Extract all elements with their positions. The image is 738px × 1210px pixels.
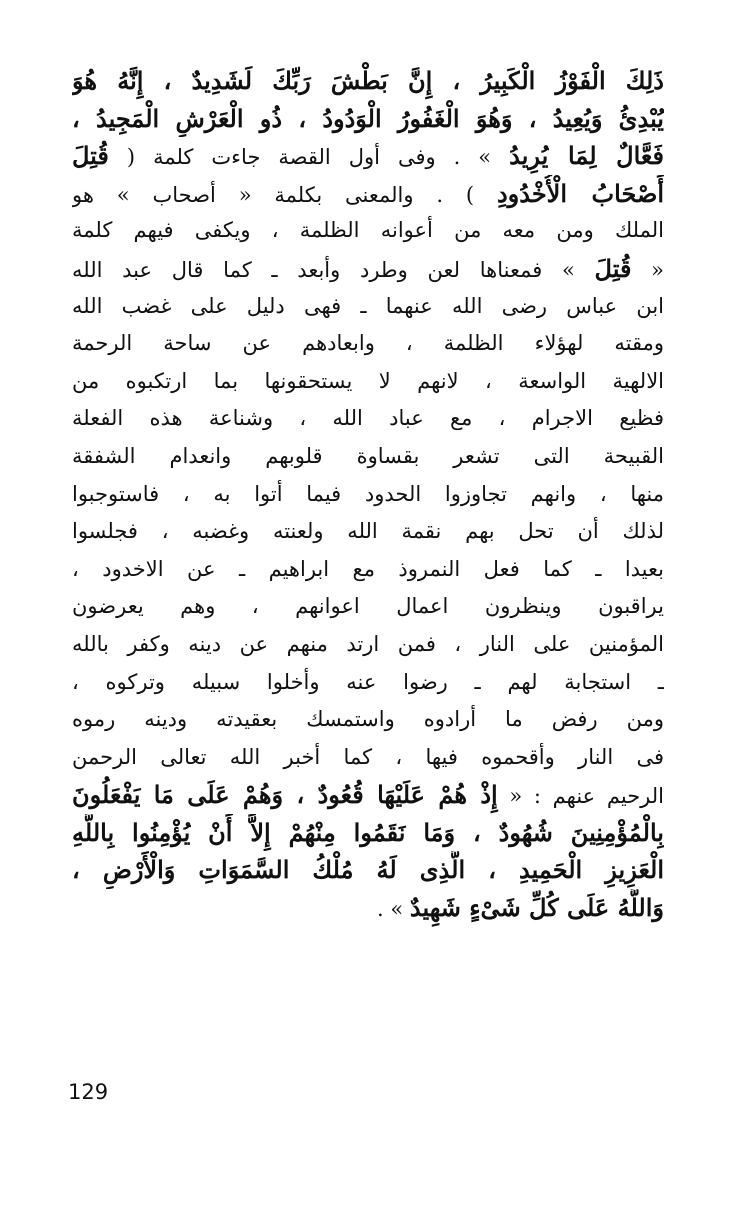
text-line xyxy=(72,400,664,438)
commentary-text: » فمعناها لعن وطرد وأبعد ـ كما قال عبد الله xyxy=(72,257,595,282)
commentary-text: لذلك أن تحل بهم نقمة الله ولعنته وغضبه ، فجلسوا xyxy=(72,519,664,544)
text-line xyxy=(72,476,664,514)
text-line xyxy=(72,776,664,814)
text-line xyxy=(72,701,664,739)
text-line xyxy=(72,889,664,927)
body-text xyxy=(72,62,664,927)
quran-verse-text: يُبْدِئُ وَيُعِيدُ ، وَهُوَ الْغَفُورُ الْوَدُودُ ، ذُو الْعَرْشِ الْمَجِيدُ ، xyxy=(72,103,664,133)
text-line xyxy=(72,363,664,401)
commentary-text: ومقته لهؤلاء الظلمة ، وابعادهم عن ساحة الرحمة xyxy=(72,331,664,356)
commentary-text: ) . والمعنى بكلمة « أصحاب » هو xyxy=(72,182,497,207)
text-line xyxy=(72,814,664,852)
commentary-text: بعيدا ـ كما فعل النمروذ مع ابراهيم ـ عن الاخدود ، xyxy=(72,556,664,581)
commentary-text: ومن رفض ما أرادوه واستمسك بعقيدته ودينه رموه xyxy=(72,707,664,732)
text-line xyxy=(72,62,664,100)
quran-verse-text: قُتِلَ xyxy=(594,253,632,283)
commentary-text: ابن عباس رضى الله عنهما ـ فهى دليل على غضب الله xyxy=(72,293,664,318)
commentary-text: » . وفى أول القصة جاءت كلمة ( xyxy=(108,145,510,170)
text-line xyxy=(72,851,664,889)
commentary-text: المؤمنين على النار ، فمن ارتد منهم عن دينه وكفر بالله xyxy=(72,631,664,656)
commentary-text: الالهية الواسعة ، لانهم لا يستحقونها بما ارتكبوه من xyxy=(72,368,664,393)
quran-verse-text: ذَلِكَ الْفَوْزُ الْكَبِيرُ ، إِنَّ بَطْشَ رَبِّكَ لَشَدِيدٌ ، إِنَّهُ هُوَ xyxy=(72,66,664,95)
text-line xyxy=(72,438,664,476)
page-number: 129 xyxy=(68,1080,109,1104)
quran-verse-text: وَاللَّهُ عَلَى كُلِّ شَىْءٍ شَهِيدٌ xyxy=(409,893,664,923)
text-line xyxy=(72,739,664,777)
quran-verse-text: إِذْ هُمْ عَلَيْهَا قُعُودٌ ، وَهُمْ عَلَى مَا يَفْعَلُونَ xyxy=(72,780,498,810)
quran-verse-text: فَعَّالٌ لِمَا يُرِيدُ xyxy=(509,141,664,171)
quran-verse-text: بِالْمُؤْمِنِينَ شُهُودٌ ، وَمَا نَقَمُوا مِنْهُمْ إِلاَّ أَنْ يُؤْمِنُوا بِاللَّهِ xyxy=(72,817,664,847)
text-line xyxy=(72,288,664,326)
text-line xyxy=(72,626,664,664)
commentary-text: « xyxy=(631,257,664,282)
commentary-text: فظيع الاجرام ، مع عباد الله ، وشناعة هذه الفعلة xyxy=(72,406,664,431)
text-line xyxy=(72,100,664,138)
commentary-text: الرحيم عنهم : « xyxy=(497,784,664,809)
commentary-text: القبيحة التى تشعر بقساوة قلوبهم وانعدام الشفقة xyxy=(72,443,664,468)
text-line xyxy=(72,175,664,213)
text-line xyxy=(72,588,664,626)
commentary-text: الملك ومن معه من أعوانه الظلمة ، ويكفى فيهم كلمة xyxy=(72,218,664,243)
quran-verse-text: الْعَزِيزِ الْحَمِيدِ ، الَّذِى لَهُ مُلْكُ السَّمَوَاتِ وَالْأَرْضِ ، xyxy=(72,855,664,885)
text-line xyxy=(72,513,664,551)
text-line xyxy=(72,212,664,250)
commentary-text: يراقبون وينظرون اعمال اعوانهم ، وهم يعرضون xyxy=(72,594,664,619)
text-line xyxy=(72,137,664,175)
text-line xyxy=(72,250,664,288)
commentary-text: ـ استجابة لهم ـ رضوا عنه وأخلوا سبيله وتركوه ، xyxy=(72,669,664,694)
quran-verse-text: قُتِلَ xyxy=(72,141,109,171)
text-line xyxy=(72,325,664,363)
text-line xyxy=(72,664,664,702)
commentary-text: » . xyxy=(377,897,410,922)
commentary-text: فى النار وأقحموه فيها ، كما أخبر الله تعالى الرحمن xyxy=(72,744,664,769)
commentary-text: منها ، وانهم تجاوزوا الحدود فيما أتوا به ، فاستوجبوا xyxy=(72,481,664,506)
text-line xyxy=(72,551,664,589)
quran-verse-text: أَصْحَابُ الْأُخْدُودِ xyxy=(496,178,664,208)
